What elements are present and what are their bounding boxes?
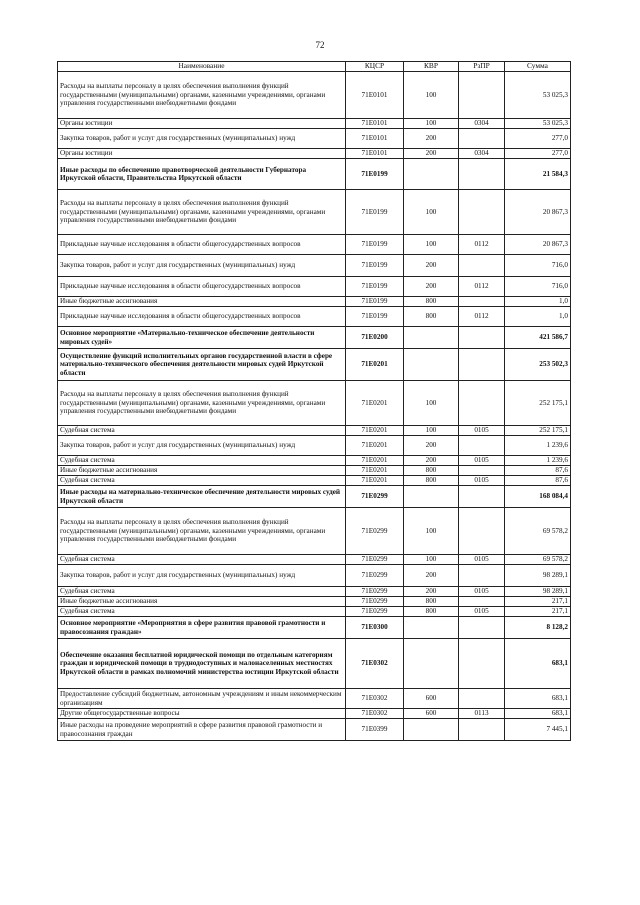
- cell-kcsr: 71Е0201: [346, 436, 404, 456]
- cell-kvr: 200: [404, 277, 459, 297]
- cell-kvr: 100: [404, 119, 459, 129]
- cell-sum: 21 584,3: [505, 159, 571, 190]
- cell-kcsr: 71Е0199: [346, 255, 404, 277]
- cell-sum: 69 578,2: [505, 508, 571, 555]
- cell-rzpr: 0105: [459, 456, 505, 466]
- cell-kcsr: 71Е0399: [346, 719, 404, 741]
- cell-kcsr: 71Е0299: [346, 508, 404, 555]
- cell-sum: 683,1: [505, 709, 571, 719]
- cell-sum: 7 445,1: [505, 719, 571, 741]
- cell-sum: 217,1: [505, 597, 571, 607]
- cell-kcsr: 71Е0302: [346, 639, 404, 689]
- table-row: [58, 486, 571, 508]
- cell-sum: 87,6: [505, 466, 571, 476]
- cell-rzpr: [459, 719, 505, 741]
- cell-sum: 8 128,2: [505, 617, 571, 639]
- cell-sum: 53 025,3: [505, 119, 571, 129]
- cell-kvr: [404, 719, 459, 741]
- cell-sum: 168 084,4: [505, 486, 571, 508]
- cell-name: Расходы на выплаты персоналу в целях обеспечения выполнения функций государственными (муниципальными) органами, казенными учреждениями, органами управления государственными внебюджетными фондами: [58, 72, 346, 119]
- cell-rzpr: 0105: [459, 587, 505, 597]
- cell-rzpr: [459, 297, 505, 307]
- cell-kvr: 100: [404, 381, 459, 426]
- cell-name: Расходы на выплаты персоналу в целях обеспечения выполнения функций государственными (муниципальными) органами, казенными учреждениями, органами управления государственными внебюджетными фондами: [58, 381, 346, 426]
- table-row: [58, 476, 571, 486]
- cell-rzpr: [459, 617, 505, 639]
- cell-kcsr: 71Е0101: [346, 129, 404, 149]
- header-name: Наименование: [58, 62, 346, 72]
- cell-rzpr: 0304: [459, 149, 505, 159]
- cell-rzpr: [459, 159, 505, 190]
- cell-kvr: [404, 349, 459, 381]
- cell-name: Судебная система: [58, 555, 346, 565]
- table-row: [58, 307, 571, 327]
- cell-kvr: [404, 159, 459, 190]
- cell-name: Иные расходы на проведение мероприятий в сфере развития правовой грамотности и правосознания граждан: [58, 719, 346, 741]
- table-row: [58, 381, 571, 426]
- cell-kvr: 800: [404, 476, 459, 486]
- cell-kcsr: 71Е0199: [346, 159, 404, 190]
- table-row: [58, 597, 571, 607]
- cell-rzpr: 0112: [459, 277, 505, 297]
- cell-rzpr: [459, 436, 505, 456]
- cell-sum: 20 867,3: [505, 190, 571, 235]
- cell-sum: 421 586,7: [505, 327, 571, 349]
- cell-rzpr: 0112: [459, 307, 505, 327]
- cell-kcsr: 71Е0299: [346, 607, 404, 617]
- cell-sum: 683,1: [505, 639, 571, 689]
- cell-rzpr: 0105: [459, 607, 505, 617]
- cell-kvr: 200: [404, 565, 459, 587]
- cell-rzpr: 0112: [459, 235, 505, 255]
- cell-rzpr: [459, 349, 505, 381]
- cell-rzpr: [459, 508, 505, 555]
- cell-name: Прикладные научные исследования в области общегосударственных вопросов: [58, 235, 346, 255]
- cell-sum: 252 175,1: [505, 381, 571, 426]
- cell-sum: 1,0: [505, 297, 571, 307]
- cell-sum: 683,1: [505, 689, 571, 709]
- table-row: [58, 508, 571, 555]
- cell-kcsr: 71Е0201: [346, 456, 404, 466]
- cell-name: Органы юстиции: [58, 119, 346, 129]
- cell-name: Осуществление функций исполнительных органов государственной власти в сфере материально-технического обеспечения деятельности мировых судей Иркутской области: [58, 349, 346, 381]
- cell-kvr: 100: [404, 555, 459, 565]
- cell-kvr: 100: [404, 508, 459, 555]
- cell-kvr: [404, 327, 459, 349]
- cell-kvr: 800: [404, 597, 459, 607]
- table-row: [58, 689, 571, 709]
- cell-sum: 253 502,3: [505, 349, 571, 381]
- cell-rzpr: [459, 129, 505, 149]
- table-row: [58, 149, 571, 159]
- table-row: [58, 639, 571, 689]
- cell-kvr: 200: [404, 255, 459, 277]
- cell-kcsr: 71Е0299: [346, 565, 404, 587]
- table-row: [58, 466, 571, 476]
- cell-kcsr: 71Е0302: [346, 689, 404, 709]
- cell-kvr: 800: [404, 297, 459, 307]
- cell-sum: 1 239,6: [505, 436, 571, 456]
- cell-kcsr: 71Е0101: [346, 72, 404, 119]
- cell-rzpr: 0304: [459, 119, 505, 129]
- cell-kvr: [404, 639, 459, 689]
- cell-rzpr: [459, 689, 505, 709]
- table-row: [58, 617, 571, 639]
- cell-kvr: 800: [404, 607, 459, 617]
- cell-kvr: 200: [404, 456, 459, 466]
- table-row: [58, 709, 571, 719]
- header-kcsr: КЦСР: [346, 62, 404, 72]
- cell-name: Закупка товаров, работ и услуг для государственных (муниципальных) нужд: [58, 565, 346, 587]
- table-row: [58, 719, 571, 741]
- cell-name: Иные бюджетные ассигнования: [58, 466, 346, 476]
- table-row: [58, 327, 571, 349]
- cell-kcsr: 71Е0299: [346, 597, 404, 607]
- cell-rzpr: 0105: [459, 555, 505, 565]
- table-row: [58, 349, 571, 381]
- cell-kvr: 200: [404, 587, 459, 597]
- cell-sum: 277,0: [505, 129, 571, 149]
- cell-kvr: 800: [404, 307, 459, 327]
- cell-kcsr: 71Е0201: [346, 466, 404, 476]
- cell-rzpr: [459, 255, 505, 277]
- cell-name: Закупка товаров, работ и услуг для государственных (муниципальных) нужд: [58, 129, 346, 149]
- cell-kcsr: 71Е0101: [346, 149, 404, 159]
- table-row: [58, 277, 571, 297]
- cell-kvr: 600: [404, 689, 459, 709]
- header-rzpr: РзПР: [459, 62, 505, 72]
- cell-sum: 716,0: [505, 255, 571, 277]
- table-row: [58, 426, 571, 436]
- table-row: [58, 607, 571, 617]
- cell-sum: 69 578,2: [505, 555, 571, 565]
- cell-name: Иные бюджетные ассигнования: [58, 597, 346, 607]
- cell-name: Прикладные научные исследования в области общегосударственных вопросов: [58, 277, 346, 297]
- cell-rzpr: [459, 565, 505, 587]
- cell-rzpr: [459, 381, 505, 426]
- cell-kvr: 600: [404, 709, 459, 719]
- cell-sum: 217,1: [505, 607, 571, 617]
- cell-name: Судебная система: [58, 587, 346, 597]
- header-kvr: КВР: [404, 62, 459, 72]
- cell-kcsr: 71Е0199: [346, 297, 404, 307]
- cell-rzpr: [459, 597, 505, 607]
- cell-sum: 87,6: [505, 476, 571, 486]
- table-row: [58, 190, 571, 235]
- cell-name: Расходы на выплаты персоналу в целях обеспечения выполнения функций государственными (муниципальными) органами, казенными учреждениями, органами управления государственными внебюджетными фондами: [58, 508, 346, 555]
- cell-name: Другие общегосударственные вопросы: [58, 709, 346, 719]
- cell-kcsr: 71Е0201: [346, 476, 404, 486]
- cell-kcsr: 71Е0299: [346, 486, 404, 508]
- cell-kcsr: 71Е0299: [346, 555, 404, 565]
- cell-name: Закупка товаров, работ и услуг для государственных (муниципальных) нужд: [58, 436, 346, 456]
- cell-name: Закупка товаров, работ и услуг для государственных (муниципальных) нужд: [58, 255, 346, 277]
- cell-name: Основное мероприятие «Мероприятия в сфере развития правовой грамотности и правосознания граждан»: [58, 617, 346, 639]
- budget-table: [57, 61, 571, 741]
- table-row: [58, 555, 571, 565]
- cell-sum: 1 239,6: [505, 456, 571, 466]
- table-body: [58, 72, 571, 741]
- cell-kvr: 200: [404, 149, 459, 159]
- cell-name: Судебная система: [58, 426, 346, 436]
- cell-name: Судебная система: [58, 607, 346, 617]
- cell-kcsr: 71Е0200: [346, 327, 404, 349]
- cell-kcsr: 71Е0299: [346, 587, 404, 597]
- table-row: [58, 129, 571, 149]
- table-row: [58, 255, 571, 277]
- cell-kcsr: 71Е0199: [346, 277, 404, 297]
- table-row: [58, 587, 571, 597]
- table-row: [58, 436, 571, 456]
- cell-sum: 98 289,1: [505, 565, 571, 587]
- cell-kvr: 800: [404, 466, 459, 476]
- page-number: 72: [315, 40, 325, 50]
- cell-name: Предоставление субсидий бюджетным, автономным учреждениям и иным некоммерческим организациям: [58, 689, 346, 709]
- cell-kvr: [404, 617, 459, 639]
- cell-kcsr: 71Е0201: [346, 381, 404, 426]
- cell-rzpr: 0105: [459, 426, 505, 436]
- table-row: [58, 72, 571, 119]
- cell-name: Обеспечение оказания бесплатной юридической помощи по отдельным категориям граждан и юридической помощи в труднодоступных и малонаселенных местностях Иркутской области в рамках полномочий министерства юстиции Иркутской области: [58, 639, 346, 689]
- cell-rzpr: 0105: [459, 476, 505, 486]
- cell-rzpr: [459, 466, 505, 476]
- cell-kvr: [404, 486, 459, 508]
- cell-kcsr: 71Е0302: [346, 709, 404, 719]
- table-row: [58, 565, 571, 587]
- cell-rzpr: 0113: [459, 709, 505, 719]
- table-row: [58, 119, 571, 129]
- cell-name: Органы юстиции: [58, 149, 346, 159]
- cell-kvr: 100: [404, 235, 459, 255]
- cell-name: Основное мероприятие «Материально-техническое обеспечение деятельности мировых судей»: [58, 327, 346, 349]
- cell-kcsr: 71Е0300: [346, 617, 404, 639]
- table-header-row: [58, 62, 571, 72]
- cell-rzpr: [459, 639, 505, 689]
- cell-kvr: 200: [404, 436, 459, 456]
- cell-kcsr: 71Е0199: [346, 235, 404, 255]
- cell-sum: 53 025,3: [505, 72, 571, 119]
- cell-name: Прикладные научные исследования в области общегосударственных вопросов: [58, 307, 346, 327]
- cell-sum: 98 289,1: [505, 587, 571, 597]
- cell-rzpr: [459, 327, 505, 349]
- cell-sum: 20 867,3: [505, 235, 571, 255]
- cell-name: Судебная система: [58, 476, 346, 486]
- cell-kcsr: 71Е0199: [346, 307, 404, 327]
- cell-sum: 716,0: [505, 277, 571, 297]
- cell-sum: 277,0: [505, 149, 571, 159]
- cell-name: Иные расходы на материально-техническое обеспечение деятельности мировых судей Иркутской области: [58, 486, 346, 508]
- cell-name: Иные бюджетные ассигнования: [58, 297, 346, 307]
- table-row: [58, 235, 571, 255]
- table-row: [58, 297, 571, 307]
- cell-rzpr: [459, 190, 505, 235]
- cell-sum: 1,0: [505, 307, 571, 327]
- cell-kvr: 100: [404, 190, 459, 235]
- cell-kcsr: 71Е0201: [346, 349, 404, 381]
- table-row: [58, 456, 571, 466]
- cell-rzpr: [459, 72, 505, 119]
- cell-kcsr: 71Е0201: [346, 426, 404, 436]
- cell-kcsr: 71Е0199: [346, 190, 404, 235]
- cell-name: Иные расходы по обеспечению правотворческой деятельности Губернатора Иркутской области, Правительства Иркутской области: [58, 159, 346, 190]
- cell-name: Расходы на выплаты персоналу в целях обеспечения выполнения функций государственными (муниципальными) органами, казенными учреждениями, органами управления государственными внебюджетными фондами: [58, 190, 346, 235]
- cell-kvr: 100: [404, 426, 459, 436]
- cell-kvr: 200: [404, 129, 459, 149]
- table-row: [58, 159, 571, 190]
- cell-name: Судебная система: [58, 456, 346, 466]
- cell-kcsr: 71Е0101: [346, 119, 404, 129]
- cell-sum: 252 175,1: [505, 426, 571, 436]
- cell-rzpr: [459, 486, 505, 508]
- cell-kvr: 100: [404, 72, 459, 119]
- header-sum: Сумма: [505, 62, 571, 72]
